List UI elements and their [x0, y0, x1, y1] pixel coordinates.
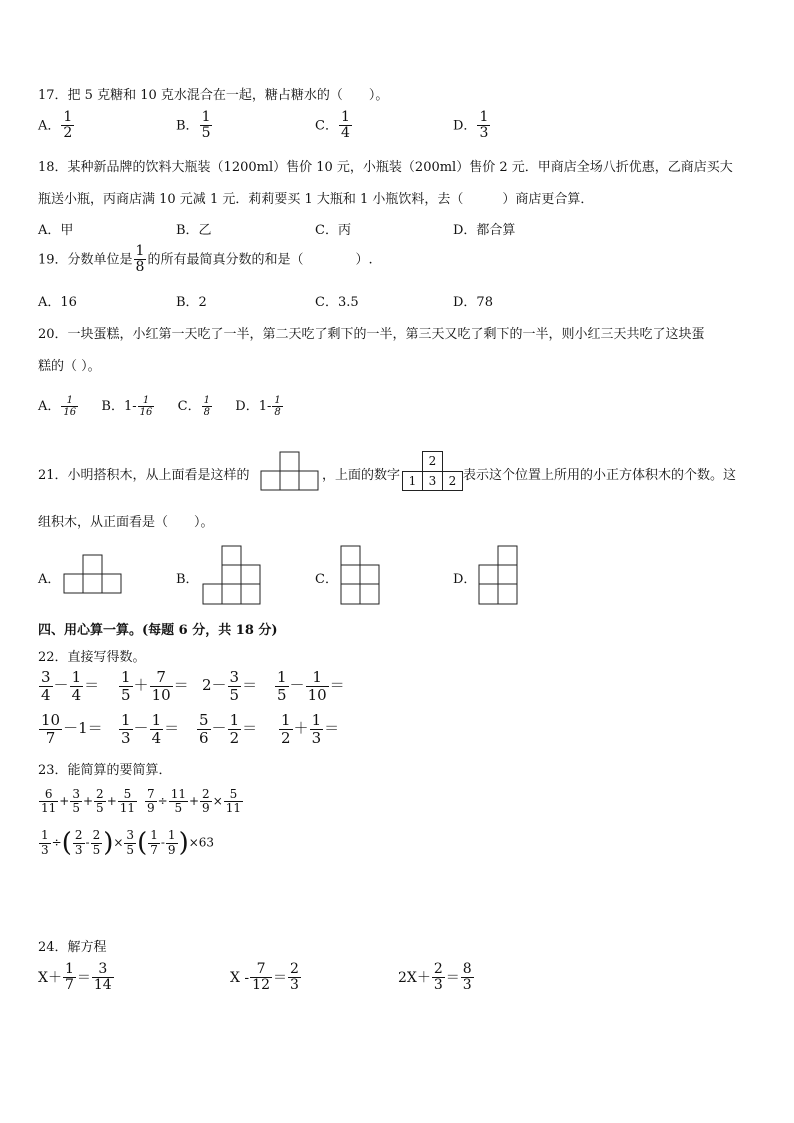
fraction: $\frac{1}{5}$ [277, 668, 287, 704]
fraction: $\frac{1}{9}$ [167, 828, 176, 857]
question-21-part1: 21．小明搭积木，从上面看是这样的 [38, 468, 250, 483]
fraction: $\frac{1}{8}$ [203, 395, 210, 418]
q17-option-b[interactable]: B． $\frac{1}{5}$ [176, 109, 211, 142]
q20-option-a[interactable]: A． $\frac{1}{16}$ [38, 395, 77, 418]
front-view-option-c-figure [340, 545, 382, 606]
q21-option-c[interactable]: C． [315, 572, 338, 587]
fraction: $\frac{3}{4}$ [41, 668, 51, 704]
fraction: $\frac{8}{3}$ [462, 961, 472, 994]
q22-row2-item2: $\frac{1}{3}$ － $\frac{1}{4}$ ＝ [121, 711, 180, 747]
fraction: $\frac{7}{10}$ [151, 668, 171, 704]
fraction: $\frac{3}{14}$ [93, 961, 112, 994]
question-20-line1: 20．一块蛋糕，小红第一天吃了一半，第二天吃了剩下的一半，第三天又吃了剩下的一半，则小红三天共吃了这块蛋 [38, 327, 705, 342]
q17-option-d[interactable]: D． $\frac{1}{3}$ [453, 109, 489, 142]
q18-option-a[interactable]: A．甲 [38, 223, 74, 238]
q23-expr2: $\frac{7}{9}$ ÷ $\frac{11}{5}$ + $\frac{2}{9}$ × $\frac{5}{11}$ [147, 787, 242, 816]
fraction: $\frac{1}{7}$ [64, 961, 74, 994]
fraction: $\frac{7}{9}$ [147, 787, 155, 816]
q19-option-b[interactable]: B．2 [176, 295, 207, 310]
q19-option-d[interactable]: D．78 [453, 295, 493, 310]
fraction: $\frac{1}{10}$ [307, 668, 327, 704]
question-24-title: 24．解方程 [38, 940, 107, 955]
question-18-line1: 18．某种新品牌的饮料大瓶装（1200ml）售价 10 元，小瓶装（200ml）售价 2 元．甲商店全场八折优惠，乙商店买大 [38, 160, 733, 175]
front-view-option-a-figure [63, 553, 123, 595]
number-grid-figure [402, 451, 462, 491]
fraction: $\frac{3}{5}$ [126, 828, 135, 857]
grid-cell-left: 1 [402, 471, 423, 491]
q24-equation-2: X - $\frac{7}{12}$ ＝ $\frac{2}{3}$ [230, 961, 299, 994]
fraction: $\frac{1}{4}$ [151, 711, 162, 747]
fraction: $\frac{1}{3}$ [121, 711, 131, 747]
question-21-line2: 组积木，从正面看是（ ）。 [38, 515, 214, 530]
fraction: $\frac{1}{5}$ [121, 668, 131, 704]
fraction: $\frac{3}{5}$ [229, 668, 240, 704]
fraction: $\frac{1}{4}$ [340, 109, 350, 142]
fraction: $\frac{1}{3}$ [311, 711, 322, 747]
fraction: $\frac{1}{3}$ [41, 828, 49, 857]
grid-cell-middle: 3 [422, 471, 443, 491]
front-view-option-b-figure [202, 545, 262, 606]
fraction: $\frac{1}{7}$ [150, 828, 158, 857]
fraction: $\frac{3}{5}$ [72, 787, 80, 816]
question-18-line2: 瓶送小瓶，丙商店满 10 元减 1 元．莉莉要买 1 大瓶和 1 小瓶饮料，去（ ）商店更合算． [38, 192, 594, 207]
fraction: $\frac{5}{11}$ [225, 787, 242, 816]
q18-option-c[interactable]: C．丙 [315, 223, 351, 238]
q22-row2-item4: $\frac{1}{2}$ ＋ $\frac{1}{3}$ ＝ [281, 711, 340, 747]
q21-option-b[interactable]: B． [176, 572, 199, 587]
fraction: $\frac{1}{2}$ [281, 711, 291, 747]
top-view-figure [260, 451, 320, 491]
grid-cell-right: 2 [442, 471, 463, 491]
fraction: $\frac{10}{7}$ [41, 711, 61, 747]
q20-option-d[interactable]: D．1- $\frac{1}{8}$ [235, 395, 281, 418]
q19-option-a[interactable]: A．16 [38, 295, 77, 310]
q21-option-a[interactable]: A． [38, 572, 61, 587]
question-17 [38, 84, 388, 103]
q18-option-b[interactable]: B．乙 [176, 223, 212, 238]
grid-cell-top: 2 [422, 451, 443, 472]
q24-equation-3: 2X＋ $\frac{2}{3}$ ＝ $\frac{8}{3}$ [398, 961, 472, 994]
q20-option-c[interactable]: C． $\frac{1}{8}$ [177, 395, 210, 418]
question-17-text: 17．把 5 克糖和 10 克水混合在一起，糖占糖水的（ ）。 [38, 88, 389, 103]
fraction: $\frac{11}{5}$ [170, 787, 186, 816]
question-22-title: 22．直接写得数。 [38, 650, 146, 665]
question-23-title: 23．能简算的要简算． [38, 763, 172, 778]
fraction: $\frac{1}{2}$ [63, 109, 73, 142]
fraction: $\frac{1}{16}$ [139, 395, 153, 418]
fraction: $\frac{2}{3}$ [289, 961, 299, 994]
q22-row2-item3: $\frac{5}{6}$ － $\frac{1}{2}$ ＝ [199, 711, 258, 747]
q20-options [38, 395, 284, 418]
q23-expr1: $\frac{6}{11}$ + $\frac{3}{5}$ + $\frac{2}{5}$ + $\frac{5}{11}$ [41, 787, 136, 816]
front-view-option-d-figure [478, 545, 520, 606]
fraction: $\frac{2}{5}$ [96, 787, 104, 816]
fraction: $\frac{1}{2}$ [229, 711, 240, 747]
fraction: $\frac{1}{3}$ [479, 109, 489, 142]
q22-row1-item4: $\frac{1}{5}$ － $\frac{1}{10}$ ＝ [277, 668, 345, 704]
q22-row1-item3: 2－ $\frac{3}{5}$ ＝ [202, 668, 258, 704]
fraction: $\frac{1}{4}$ [71, 668, 82, 704]
fraction: $\frac{1}{8}$ [274, 395, 281, 418]
q24-equation-1: X＋ $\frac{1}{7}$ ＝ $\frac{3}{14}$ [38, 961, 112, 994]
q18-option-d[interactable]: D．都合算 [453, 223, 516, 238]
q22-row1-item2: $\frac{1}{5}$ ＋ $\frac{7}{10}$ ＝ [121, 668, 189, 704]
fraction: $\frac{2}{9}$ [202, 787, 210, 816]
fraction: $\frac{5}{6}$ [199, 711, 209, 747]
fraction: $\frac{5}{11}$ [119, 787, 136, 816]
q23-expr3: $\frac{1}{3}$ ÷( $\frac{2}{3}$ - $\frac{2}{5}$ )× $\frac{3}{5}$ ( $\frac{1}{7}$ - $\frac{1}{9}$ )×63 [41, 828, 215, 858]
fraction: $\frac{1}{16}$ [63, 395, 77, 418]
q17-option-c[interactable]: C． $\frac{1}{4}$ [315, 109, 350, 142]
q20-option-b[interactable]: B．1- $\frac{1}{16}$ [101, 395, 153, 418]
question-21-part3: 表示这个位置上所用的小正方体积木的个数。这 [463, 468, 737, 483]
q19-option-c[interactable]: C．3.5 [315, 295, 359, 310]
question-21-part2: ，上面的数字 [322, 468, 401, 483]
q21-option-d[interactable]: D． [453, 572, 477, 587]
q17-option-a[interactable]: A． $\frac{1}{2}$ [38, 109, 73, 142]
question-19: 19．分数单位是 $\frac{1}{8}$ 的所有最简真分数的和是（ ）. [38, 243, 373, 276]
fraction: $\frac{7}{12}$ [252, 961, 270, 994]
fraction: $\frac{6}{11}$ [41, 787, 57, 816]
question-20-line2: 糕的（ ）。 [38, 359, 101, 374]
fraction: $\frac{1}{5}$ [201, 109, 211, 142]
q22-row1-item1: $\frac{3}{4}$ － $\frac{1}{4}$ ＝ [41, 668, 100, 704]
q22-row2-item1: $\frac{10}{7}$ －1＝ [41, 711, 103, 747]
fraction: $\frac{1}{8}$ [135, 243, 145, 276]
section-4-title: 四、用心算一算。(每题 6 分，共 18 分) [38, 623, 278, 638]
fraction: $\frac{2}{5}$ [92, 828, 101, 857]
fraction: $\frac{2}{3}$ [433, 961, 443, 994]
fraction: $\frac{2}{3}$ [74, 828, 83, 857]
